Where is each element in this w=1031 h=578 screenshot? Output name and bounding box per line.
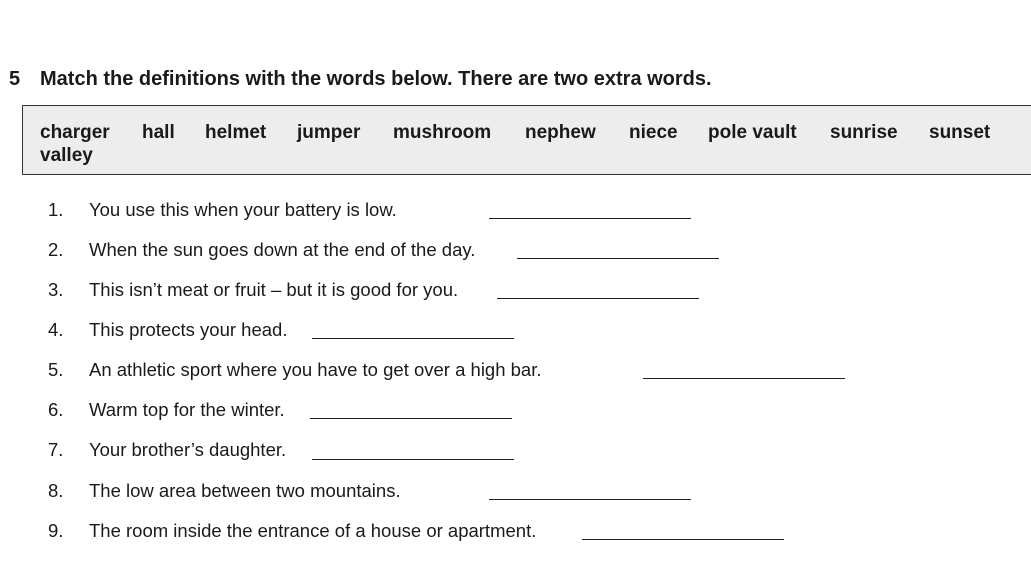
word-bank-word: pole vault [708,122,797,143]
item-text: Warm top for the winter. [89,399,285,420]
answer-blank-6[interactable] [310,418,512,419]
item-text: Your brother’s daughter. [89,439,287,460]
answer-blank-7[interactable] [312,459,514,460]
item-text: An athletic sport where you have to get over a high bar. [89,359,542,380]
item-number: 7. [48,439,64,460]
exercise-number: 5 [9,68,21,90]
word-bank-word: nephew [525,122,596,143]
answer-blank-1[interactable] [489,218,691,219]
word-bank-word: sunrise [830,122,898,143]
exercise-instruction: Match the definitions with the words below. There are two extra words. [40,68,712,90]
item-number: 9. [48,520,64,541]
item-text: The room inside the entrance of a house or apartment. [89,520,537,541]
answer-blank-3[interactable] [497,298,699,299]
item-text: You use this when your battery is low. [89,199,397,220]
word-bank-word: mushroom [393,122,492,143]
item-number: 3. [48,279,64,300]
answer-blank-8[interactable] [489,499,691,500]
item-text: The low area between two mountains. [89,480,401,501]
word-bank-word: niece [629,122,678,143]
answer-blank-9[interactable] [582,539,784,540]
item-text: When the sun goes down at the end of the day. [89,239,476,260]
answer-blank-2[interactable] [517,258,719,259]
exercise-heading [9,68,712,91]
word-bank-word: sunset [929,122,991,143]
answer-blank-5[interactable] [643,378,845,379]
item-number: 4. [48,319,64,340]
word-bank-box [22,105,1031,175]
answer-blank-4[interactable] [312,338,514,339]
word-bank-word: valley [40,145,93,166]
item-number: 8. [48,480,64,501]
item-number: 1. [48,199,64,220]
word-bank-word: jumper [297,122,361,143]
item-text: This isn’t meat or fruit – but it is good for you. [89,279,459,300]
word-bank-word: helmet [205,122,267,143]
item-number: 2. [48,239,64,260]
item-number: 5. [48,359,64,380]
item-text: This protects your head. [89,319,288,340]
word-bank-word: hall [142,122,175,143]
item-number: 6. [48,399,64,420]
word-bank-word: charger [40,122,110,143]
